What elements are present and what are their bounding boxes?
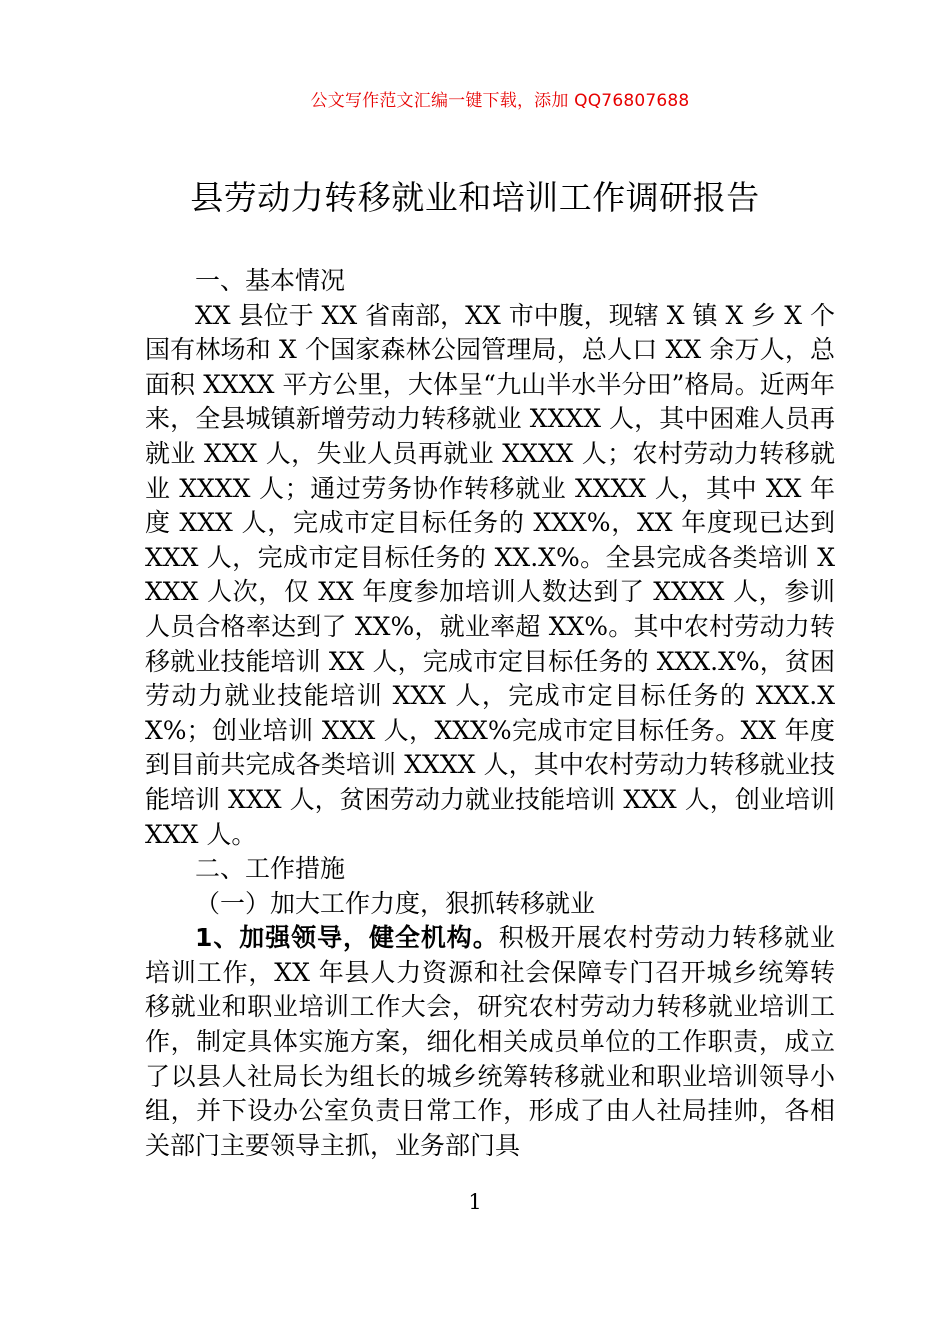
- item-1-lead: 1、加强领导，健全机构。: [195, 923, 499, 953]
- page-number: 1: [468, 1190, 482, 1214]
- item-1-text: 积极开展农村劳动力转移就业培训工作，XX 年县人力资源和社会保障专门召开城乡统筹转移就业和职业培训工作大会，研究农村劳动力转移就业培训工作，制定具体实施方案，细化相关成员单位的工作职责，成立了以县人社局长为组长的城乡统筹转移就业和职业培训领导小组，并下设办公室负责日常工作，形成了由人社局挂帅，各相关部门主要领导主抓，业务部门具: [145, 923, 835, 1160]
- section-heading-basic: 一、基本情况: [195, 266, 346, 295]
- sub-heading-1: （一）加大工作力度，狠抓转移就业: [195, 888, 596, 918]
- paragraph-basic-situation: XX 县位于 XX 省南部，XX 市中腹，现辖 X 镇 X 乡 X 个国有林场和 X 个国家森林公园管理局，总人口 XX 余万人，总面积 XXXX 平方公里，大体呈“九山半水半分田”格局。近两年来，全县城镇新增劳动力转移就业 XXXX 人，其中困难人员再就业 XXX 人，失业人员再就业 XXXX 人；农村劳动力转移就业 XXXX 人；通过劳务协作转移就业 XXXX 人，其中 XX 年度 XXX 人，完成市定目标任务的 XXX%，XX 年度现已达到 XXX 人，完成市定目标任务的 XX.X%。全县完成各类培训 XXXX 人次，仅 XX 年度参加培训人数达到了 XXXX 人，参训人员合格率达到了 XX%，就业率超 XX%。其中农村劳动力转移就业技能培训 XX 人，完成市定目标任务的 XXX.X%，贫困劳动力就业技能培训 XXX 人，完成市定目标任务的 XXX.XX%；创业培训 XXX 人，XXX%完成市定目标任务。XX 年度到目前共完成各类培训 XXXX 人，其中农村劳动力转移就业技能培训 XXX 人，贫困劳动力就业技能培训 XXX 人，创业培训 XXX 人。: [145, 300, 835, 849]
- document-title: 县劳动力转移就业和培训工作调研报告: [190, 178, 760, 217]
- section-heading-measures: 二、工作措施: [195, 854, 346, 884]
- document-body: [145, 264, 835, 1163]
- header-download-note: 公文写作范文汇编一键下载，添加 QQ76807688: [310, 91, 690, 111]
- paragraph-item-1: [145, 921, 835, 1163]
